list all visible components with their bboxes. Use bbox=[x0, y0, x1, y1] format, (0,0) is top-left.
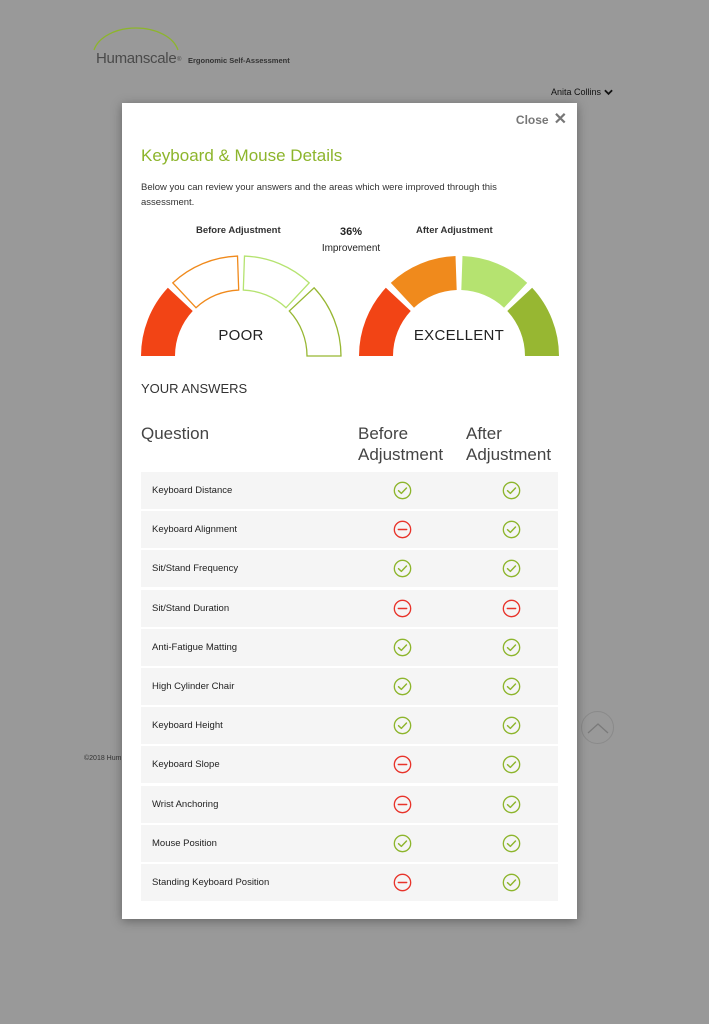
table-row bbox=[141, 590, 558, 627]
answers-table bbox=[141, 472, 558, 903]
check-circle-icon bbox=[502, 677, 521, 696]
before-gauge bbox=[140, 246, 342, 358]
chevron-up-icon bbox=[587, 722, 609, 734]
user-name: Anita Collins bbox=[550, 87, 601, 97]
logo-arc-icon bbox=[92, 20, 182, 52]
before-gauge-segment-1 bbox=[141, 288, 193, 356]
minus-circle-icon bbox=[393, 520, 412, 539]
check-circle-icon bbox=[502, 559, 521, 578]
check-circle-icon bbox=[393, 834, 412, 853]
question-column-header: Question bbox=[141, 424, 210, 443]
scroll-to-top-button[interactable] bbox=[581, 711, 614, 744]
before-rating: POOR bbox=[218, 327, 264, 344]
table-row bbox=[141, 707, 558, 744]
minus-circle-icon bbox=[393, 599, 412, 618]
modal-intro: Below you can review your answers and the areas which were improved through this assessment. bbox=[141, 182, 497, 208]
minus-circle-icon bbox=[393, 755, 412, 774]
question-label: Anti-Fatigue Matting bbox=[152, 641, 238, 653]
your-answers-heading: YOUR ANSWERS bbox=[141, 381, 248, 396]
after-column-header: After Adjustment bbox=[466, 424, 552, 464]
question-label: Wrist Anchoring bbox=[152, 798, 219, 810]
chevron-down-icon bbox=[604, 89, 613, 96]
app-subtitle: Ergonomic Self-Assessment bbox=[188, 56, 290, 65]
question-label: Mouse Position bbox=[152, 837, 217, 849]
close-icon: ✕ bbox=[553, 111, 567, 128]
check-circle-icon bbox=[502, 520, 521, 539]
table-row bbox=[141, 746, 558, 783]
after-gauge-segment-1 bbox=[359, 288, 411, 356]
question-label: Keyboard Distance bbox=[152, 485, 233, 496]
logo-wordmark: Humanscale bbox=[96, 50, 177, 67]
check-circle-icon bbox=[393, 559, 412, 578]
details-modal bbox=[122, 103, 577, 919]
close-button[interactable] bbox=[516, 113, 567, 127]
table-row bbox=[141, 786, 558, 823]
close-label: Close bbox=[515, 113, 549, 127]
minus-circle-icon bbox=[502, 599, 521, 618]
table-row bbox=[141, 864, 558, 901]
question-label: Keyboard Height bbox=[152, 720, 223, 732]
table-row bbox=[141, 629, 558, 666]
footer-copyright: ©2018 Hum bbox=[84, 755, 122, 762]
check-circle-icon bbox=[502, 834, 521, 853]
check-circle-icon bbox=[502, 873, 521, 892]
check-circle-icon bbox=[502, 638, 521, 657]
after-gauge-segment-4 bbox=[507, 288, 559, 356]
user-menu[interactable] bbox=[551, 87, 613, 97]
minus-circle-icon bbox=[393, 873, 412, 892]
table-row bbox=[141, 668, 558, 705]
table-row bbox=[141, 472, 558, 509]
question-label: Keyboard Slope bbox=[152, 759, 220, 771]
before-gauge-segment-2 bbox=[173, 256, 239, 308]
before-gauge-label: Before Adjustment bbox=[196, 225, 281, 236]
after-gauge bbox=[358, 246, 560, 358]
question-label: High Cylinder Chair bbox=[152, 680, 235, 692]
question-label: Standing Keyboard Position bbox=[152, 876, 270, 888]
minus-circle-icon bbox=[393, 795, 412, 814]
check-circle-icon bbox=[502, 481, 521, 500]
improvement-percent: 36% bbox=[339, 226, 363, 238]
after-gauge-segment-3 bbox=[461, 256, 527, 308]
question-label: Keyboard Alignment bbox=[152, 524, 238, 536]
modal-title: Keyboard & Mouse Details bbox=[141, 146, 343, 165]
check-circle-icon bbox=[393, 638, 412, 657]
before-gauge-segment-4 bbox=[289, 288, 341, 356]
after-rating: EXCELLENT bbox=[413, 327, 505, 344]
check-circle-icon bbox=[393, 716, 412, 735]
humanscale-logo[interactable] bbox=[88, 20, 318, 70]
check-circle-icon bbox=[393, 481, 412, 500]
before-column-header: Before Adjustment bbox=[358, 424, 444, 464]
question-label: Sit/Stand Frequency bbox=[152, 563, 239, 575]
logo-registered-mark: ® bbox=[177, 57, 182, 63]
table-row bbox=[141, 825, 558, 862]
check-circle-icon bbox=[393, 677, 412, 696]
table-row bbox=[141, 550, 558, 587]
check-circle-icon bbox=[502, 755, 521, 774]
after-gauge-segment-2 bbox=[391, 256, 457, 308]
question-label: Sit/Stand Duration bbox=[152, 602, 230, 614]
improvement-label: Improvement bbox=[321, 243, 381, 254]
after-gauge-label: After Adjustment bbox=[416, 225, 493, 236]
table-row bbox=[141, 511, 558, 548]
before-gauge-segment-3 bbox=[243, 256, 309, 308]
check-circle-icon bbox=[502, 795, 521, 814]
check-circle-icon bbox=[502, 716, 521, 735]
